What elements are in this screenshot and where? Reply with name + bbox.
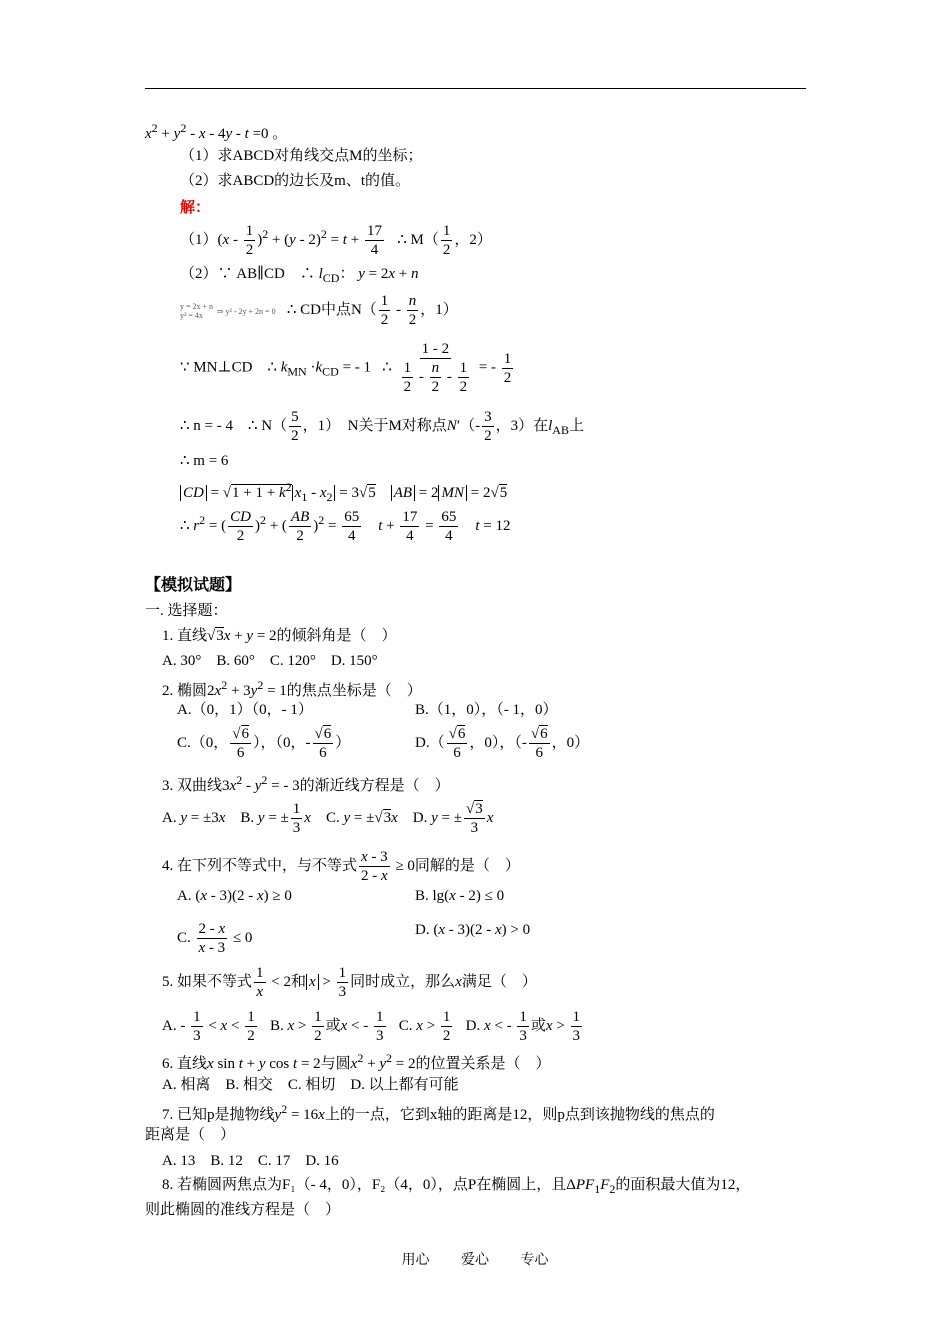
problem-4-option-c: C. $\frac{2 - x}{x - 3}$ ≤ 0 [177,921,253,956]
problem-4-option-d: D. (x - 3)(2 - x) > 0 [415,922,531,938]
section-title: 【模拟试题】 [145,577,242,594]
solution-step-6: ∴ m = 6 [180,453,229,469]
problem-5: 5. 如果不等式 $\frac{1}{x}$ < 2和 x > $\frac{1}{3}$ 同时成立，那么x满足（ ） [162,965,537,1000]
problem-1-options: A. 30° B. 60° C. 120° D. 150° [162,653,378,669]
solution-step-5: ∴ n = - 4 ∴ N（ $\frac{5}{2}$ ，1） N关于M对称点N′（- $\frac{3}{2}$ ，3）在$l_{AB}$上 [180,409,584,444]
problem-2-option-d: D.（ $\frac{√6}{6}$ ，0），（- $\frac{√6}{6}$ ，0） [415,726,590,761]
question-1: （1）求ABCD对角线交点M的坐标； [180,148,423,164]
problem-2-option-a: A.（0，1）（0，- 1） [177,702,313,718]
problem-3: 3. 双曲线$3x^2 - y^2$ = - 3的渐近线方程是（ ） [162,773,450,794]
problem-7: 7. 已知p是抛物线$y^2 = 16x$上的一点，它到x轴的距离是12，则p点到该抛物线的焦点的 [162,1102,715,1123]
problem-7-options: A. 13 B. 12 C. 17 D. 16 [162,1153,339,1169]
problem-7-cont: 距离是（ ） [145,1127,236,1143]
header-rule [145,88,806,89]
solution-step-8: ∴ $r^2$ = ( $\frac{CD}{2}$ )$^2$ + ( $\frac{AB}{2}$ )$^2$ = $\frac{65}{4}$ t + $\frac{17}{4}$ = $\frac{65}{4}$ t = 12 [180,509,511,544]
solution-step-7: CD = $√1 + 1 + k^2$ $x_1 - x_2 = 3√5$ AB = 2 MN = 2√5 [180,477,507,507]
page-footer [0,1249,950,1269]
problem-6-options: A. 相离 B. 相交 C. 相切 D. 以上都有可能 [162,1077,459,1093]
problem-5-options: A. - $\frac{1}{3}$ < x < $\frac{1}{2}$ B. x > $\frac{1}{2}$ 或x < - $\frac{1}{3}$ C. x > $\frac{1}{2}$ D. x < - $\frac{1}{3}$ 或x > $\frac{1}{3}$ [162,1009,581,1044]
problem-6: 6. 直线x sin t + y cos t = 2与圆$x^2 + y^2 = 2$的位置关系是（ ） [162,1051,551,1072]
problem-4-option-a: A. (x - 3)(2 - x) ≥ 0 [177,888,292,904]
solution-step-1: （1）(x - $\frac{1}{2}$ )$^2$ + (y - 2)$^2$ = t + $\frac{17}{4}$ ∴ M（ $\frac{1}{2}$ ，2） [180,223,492,258]
problem-1: 1. 直线√3x + y = 2的倾斜角是（ ） [162,628,397,644]
problem-4-option-b: B. lg(x - 2) ≤ 0 [415,888,505,904]
problem-8-cont: 则此椭圆的准线方程是（ ） [145,1202,341,1218]
solution-step-4: ∵ MN⊥CD ∴ $k_{MN} \cdot k_{CD}$ = - 1 ∴ 1 - 2 $\frac{1}{2}$ - $\frac{n}{2}$ - $\frac{1}{2}$ = - $\frac{1}{2}$ [180,341,512,395]
footer-text-2: 爱心 [461,1253,489,1268]
footer-text-1: 用心 [401,1253,430,1268]
solution-label: 解： [180,200,211,216]
equation-line: $x^2 + y^2 - x - 4y - t =0$ 。 [145,121,288,142]
part-heading: 一. 选择题： [145,603,228,619]
solution-step-3: y = 2x + n y² = 4x ⇒ y² - 2y + 2n = 0 ∴ CD中点N（ $\frac{1}{2}$ - $\frac{n}{2}$ ，1） [180,293,458,328]
problem-2-option-c: C.（0， $\frac{√6}{6}$ ），（0，- $\frac{√6}{6}$ ） [177,726,351,761]
footer-text-3: 专心 [520,1253,549,1268]
question-2: （2）求ABCD的边长及m、t的值。 [180,173,411,189]
problem-2-option-b: B.（1，0），（- 1，0） [415,702,558,718]
problem-2: 2. 椭圆$2x^2 + 3y^2 = 1$的焦点坐标是（ ） [162,678,422,699]
solution-step-2: （2）∵ AB∥CD ∴ $l_{CD}$： y = 2x + n [180,266,419,285]
problem-8: 8. 若椭圆两焦点为F₁（- 4，0），F₂（4，0），点P在椭圆上，且$\Delta PF_1F_2$的面积最大值为12， [162,1177,751,1196]
problem-4: 4. 在下列不等式中，与不等式 $\frac{x - 3}{2 - x}$ ≥ 0同解的是（ ） [162,849,520,884]
problem-3-options: A. y = ±3x B. y = ± $\frac{1}{3}$ x C. y = ±√3x D. y = ± $\frac{√3}{3}$ x [162,801,494,836]
